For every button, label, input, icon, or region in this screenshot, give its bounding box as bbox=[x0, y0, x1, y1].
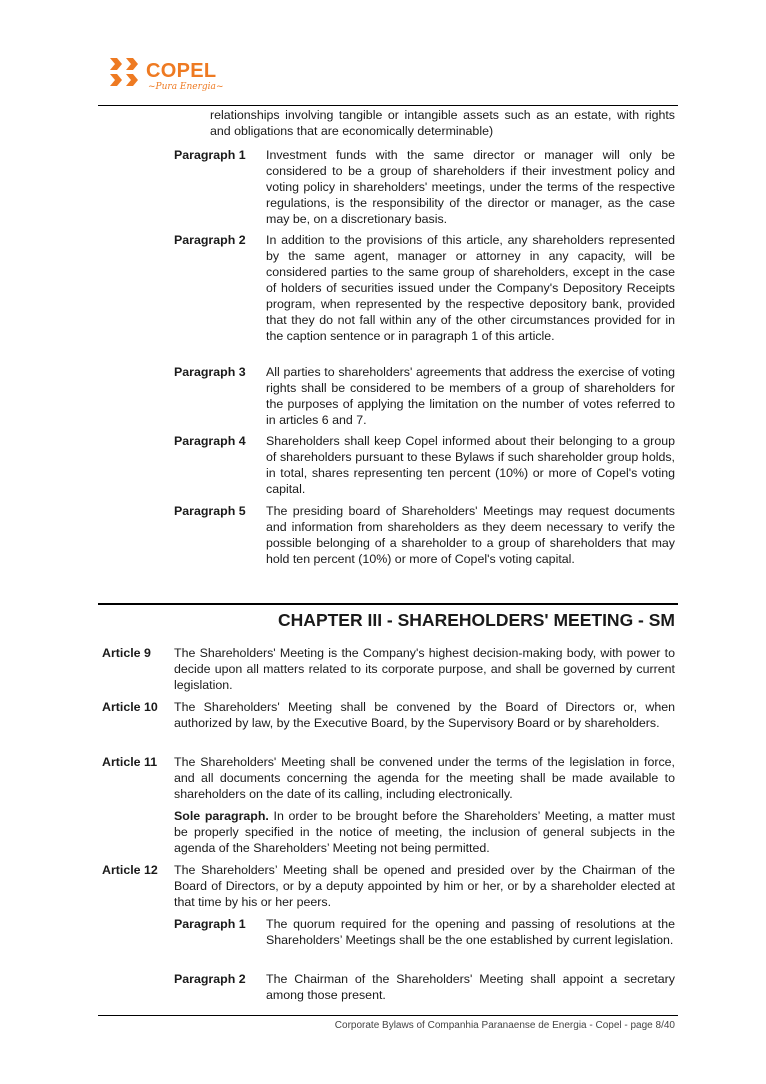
article-text: The Shareholders' Meeting is the Company's highest decision-making body, with power to decide upon all matters related to its corporate purpose, and shall be governed by current legislation. bbox=[174, 646, 675, 692]
paragraph-text: In addition to the provisions of this article, any shareholders represented by the same agent, manager or attorney in any capacity, will be considered parties to the same group of shareholders, except in the case of holders of securities issued under the Company's Depository Receipts program, when represented by the respective depository bank, provided that they do not fall within any of the other circumstances provided for in the caption sentence or in paragraph 1 of this article. bbox=[266, 233, 675, 343]
paragraph-text: The Chairman of the Shareholders' Meeting shall appoint a secretary among those present. bbox=[266, 972, 675, 1002]
article-label: Article 12 bbox=[102, 863, 158, 877]
footer-divider bbox=[98, 1015, 678, 1016]
paragraph-text: All parties to shareholders' agreements that address the exercise of voting rights shall be considered to be members of a group of shareholders for the purposes of applying the limitation on the number of votes referred to in articles 6 and 7. bbox=[266, 365, 675, 427]
header-divider bbox=[98, 105, 678, 106]
article-text: The Shareholders’ Meeting shall be opened and presided over by the Chairman of the Board of Directors, or by a deputy appointed by him or her, or by a shareholder elected at that time by his or her peers. bbox=[174, 863, 675, 909]
paragraph-text: The quorum required for the opening and passing of resolutions at the Shareholders’ Meetings shall be the one established by current legislation. bbox=[266, 917, 675, 947]
company-logo bbox=[108, 52, 228, 96]
copel-logo-icon bbox=[108, 56, 142, 90]
paragraph-label: Paragraph 1 bbox=[174, 917, 246, 931]
paragraph-label: Paragraph 3 bbox=[174, 365, 246, 379]
sole-paragraph-text: In order to be brought before the Shareholders’ Meeting, a matter must be properly specified in the notice of meeting, the inclusion of general subjects in the agenda of the Shareholders’ Meeting not being permitted. bbox=[174, 809, 675, 855]
paragraph-label: Paragraph 1 bbox=[174, 148, 246, 162]
sole-paragraph bbox=[174, 808, 675, 856]
paragraph-text: Investment funds with the same director or manager will only be considered to be a group of shareholders if their investment policy and voting policy in shareholders' meetings, under the terms of the respective regulations, is the responsibility of the director or manager, as the case may be, on a discretionary basis. bbox=[266, 148, 675, 226]
logo-tagline: ~Pura Energia~ bbox=[148, 82, 224, 92]
paragraph-label: Paragraph 2 bbox=[174, 972, 246, 986]
continuation-text: relationships involving tangible or intangible assets such as an estate, with rights and obligations that are economically determinable) bbox=[210, 108, 675, 138]
sole-paragraph-lead: Sole paragraph. bbox=[174, 809, 269, 823]
chapter-title: CHAPTER III - SHAREHOLDERS' MEETING - SM bbox=[278, 610, 675, 630]
article-label: Article 11 bbox=[102, 755, 158, 769]
paragraph-label: Paragraph 2 bbox=[174, 233, 246, 247]
article-label: Article 9 bbox=[102, 646, 151, 660]
article-text: The Shareholders' Meeting shall be convened under the terms of the legislation in force, and all documents concerning the agenda for the meeting shall be made available to shareholders on the date of its calling, including electronically. bbox=[174, 755, 675, 801]
logo-name: COPEL bbox=[146, 60, 217, 82]
article-label: Article 10 bbox=[102, 700, 158, 714]
paragraph-label: Paragraph 4 bbox=[174, 434, 246, 448]
paragraph-text: The presiding board of Shareholders' Meetings may request documents and information from shareholders as they deem necessary to verify the possible belonging of a shareholder to a group of shareholders that may hold ten percent (10%) or more of Copel's voting capital. bbox=[266, 504, 675, 566]
page-footer: Corporate Bylaws of Companhia Paranaense de Energia - Copel - page 8/40 bbox=[334, 1020, 675, 1031]
article-text: The Shareholders' Meeting shall be convened by the Board of Directors or, when authorized by law, by the Executive Board, by the Supervisory Board or by shareholders. bbox=[174, 700, 675, 730]
chapter-divider bbox=[98, 603, 678, 605]
paragraph-text: Shareholders shall keep Copel informed about their belonging to a group of shareholders pursuant to these Bylaws if such shareholder group holds, in total, shares representing ten percent (10%) or more of Copel's voting capital. bbox=[266, 434, 675, 496]
paragraph-label: Paragraph 5 bbox=[174, 504, 246, 518]
